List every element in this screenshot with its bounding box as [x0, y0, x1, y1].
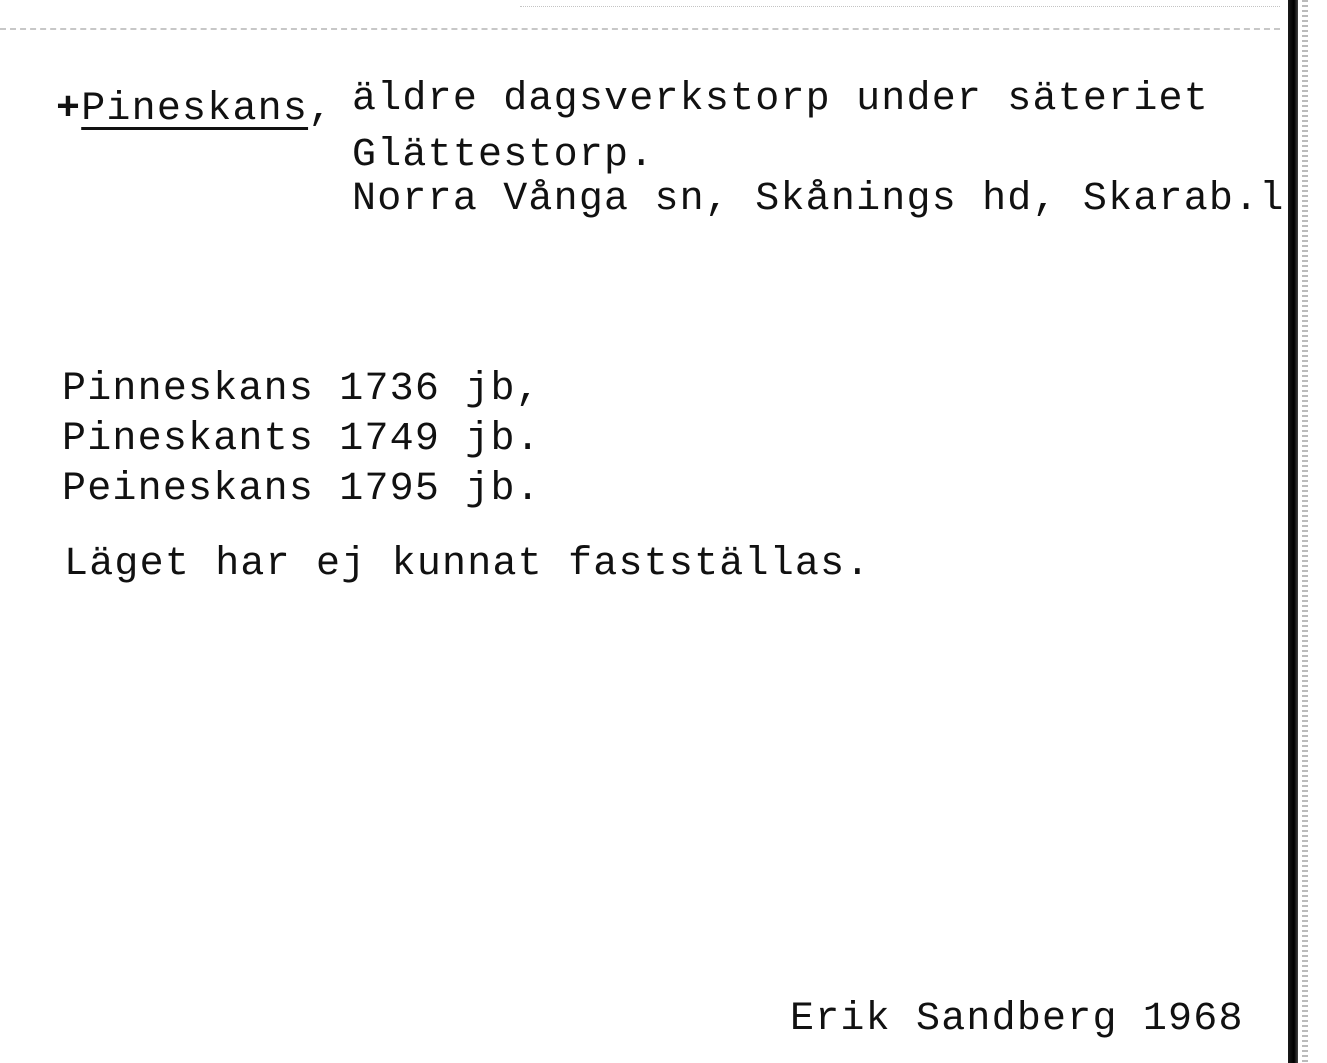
description-line: Norra Vånga sn, Skånings hd, Skarab.l: [352, 177, 1285, 222]
headword: [56, 87, 334, 132]
card-right-edge-shadow: [1302, 0, 1308, 1063]
card-right-edge: [1288, 0, 1298, 1063]
description-line: äldre dagsverkstorp under säteriet: [352, 77, 1209, 122]
description-line: Glättestorp.: [352, 133, 655, 178]
card-top-edge-trace: [520, 6, 1280, 7]
signature: Erik Sandberg 1968: [790, 997, 1244, 1042]
historical-form: Peineskans 1795 jb.: [62, 467, 541, 512]
headword-marker: +: [56, 87, 82, 132]
historical-form: Pineskants 1749 jb.: [62, 417, 541, 462]
headword-punct: ,: [308, 87, 334, 132]
headword-text: Pineskans: [81, 87, 309, 132]
card-top-edge: [0, 28, 1280, 30]
historical-form: Pinneskans 1736 jb,: [62, 367, 541, 412]
location-note: Läget har ej kunnat fastställas.: [64, 542, 871, 587]
